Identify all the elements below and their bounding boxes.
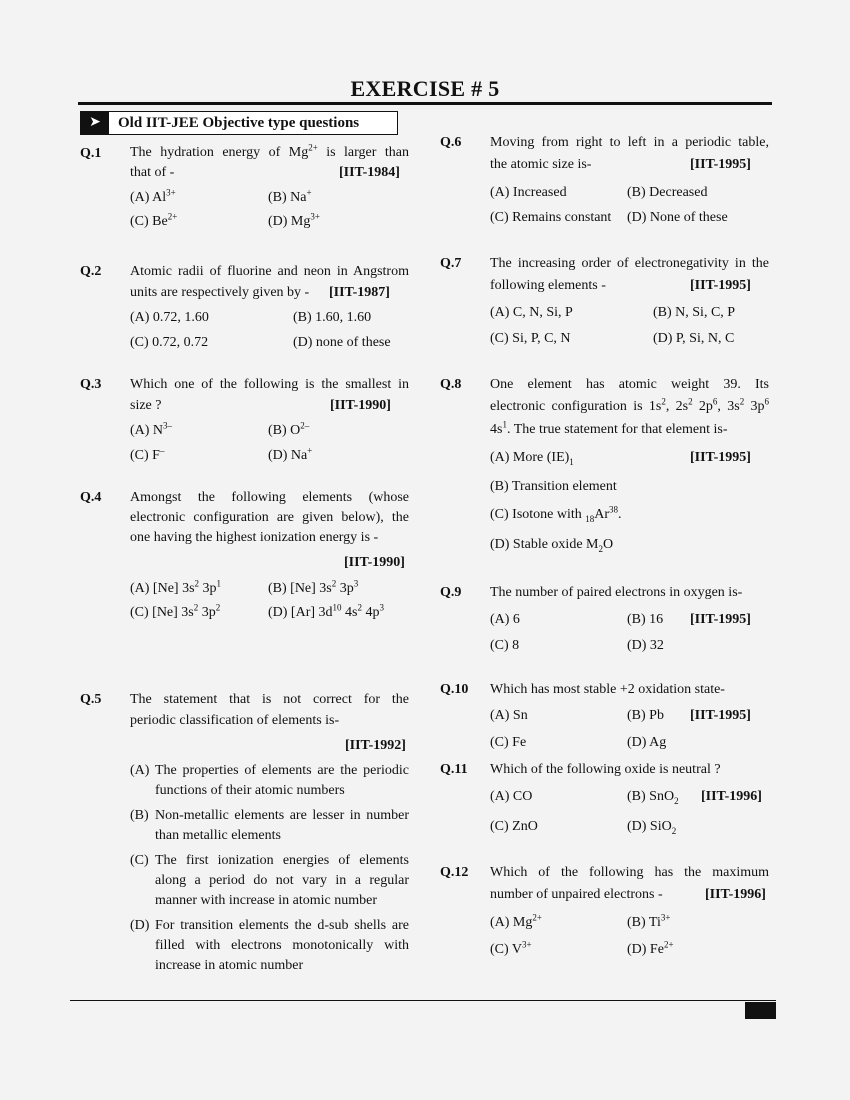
question-number: Q.9 bbox=[440, 585, 462, 600]
year-tag: [IIT-1996] bbox=[705, 887, 766, 902]
question-number: Q.3 bbox=[80, 377, 102, 392]
question-number: Q.1 bbox=[80, 146, 102, 161]
question-number: Q.7 bbox=[440, 256, 462, 271]
option-label: (D) bbox=[130, 918, 150, 933]
question-text: $4s^1$. The true statement for that element is- bbox=[490, 419, 728, 437]
option: (D) 32 bbox=[627, 638, 664, 653]
year-tag: [IIT-1987] bbox=[329, 285, 390, 300]
option: manner with increase in atomic number bbox=[155, 893, 377, 908]
question-text: size ? bbox=[130, 398, 162, 413]
option: (D) Stable oxide $M_2O$ bbox=[490, 537, 614, 554]
question-text: one having the highest ionization energy is - bbox=[130, 530, 379, 545]
option: (A) C, N, Si, P bbox=[490, 305, 573, 320]
footer-rule bbox=[70, 1000, 776, 1001]
year-tag: [IIT-1992] bbox=[345, 738, 406, 753]
option: (B) $O^{2-}$ bbox=[268, 420, 310, 438]
option: (B) Decreased bbox=[627, 185, 708, 200]
question-text: that of - bbox=[130, 165, 175, 180]
option-label: (A) bbox=[130, 763, 150, 778]
question-text: Moving from right to left in a periodic table, bbox=[490, 135, 769, 150]
option: (B) Pb bbox=[627, 708, 664, 723]
option: (C) F– bbox=[130, 445, 165, 463]
option: (B) Transition element bbox=[490, 479, 617, 494]
option: (D) none of these bbox=[293, 335, 391, 350]
year-tag: [IIT-1995] bbox=[690, 612, 751, 627]
option: (D) P, Si, N, C bbox=[653, 331, 735, 346]
option: (A) $N^{3-}$ bbox=[130, 420, 173, 438]
question-text: The statement that is not correct for the bbox=[130, 692, 409, 707]
question-text: The hydration energy of $Mg^{2+}$ is larger than bbox=[130, 142, 409, 160]
page-number-block bbox=[745, 1002, 776, 1019]
question-text: One element has atomic weight 39. Its bbox=[490, 377, 769, 392]
question-number: Q.10 bbox=[440, 682, 469, 697]
option: (C) 8 bbox=[490, 638, 520, 653]
year-tag: [IIT-1990] bbox=[330, 398, 391, 413]
option: (A) More $(IE)_1$ bbox=[490, 450, 574, 467]
option: (D) SiO$_2$ bbox=[627, 819, 677, 836]
question-text: Atomic radii of fluorine and neon in Angstrom bbox=[130, 264, 409, 279]
option-label: (C) bbox=[130, 853, 149, 868]
question-text: the atomic size is- bbox=[490, 157, 592, 172]
question-text: Which of the following oxide is neutral ? bbox=[490, 762, 721, 777]
option: (A) 6 bbox=[490, 612, 520, 627]
option: (D) $Fe^{2+}$ bbox=[627, 939, 674, 957]
option-label: (B) bbox=[130, 808, 149, 823]
year-tag: [IIT-1990] bbox=[344, 555, 405, 570]
option: filled with electrons monotonically with bbox=[155, 938, 409, 953]
question-number: Q.5 bbox=[80, 692, 102, 707]
option: (C) [Ne] $3s^2$ $3p^2$ bbox=[130, 602, 221, 620]
option: (B) SnO$_2$ bbox=[627, 789, 679, 806]
question-number: Q.6 bbox=[440, 135, 462, 150]
option: increase in atomic number bbox=[155, 958, 304, 973]
year-tag: [IIT-1995] bbox=[690, 450, 751, 465]
page-title: EXERCISE # 5 bbox=[350, 76, 500, 101]
option: (D) Na+ bbox=[268, 445, 313, 463]
option: (C) $V^{3+}$ bbox=[490, 939, 532, 957]
option: (B) Na+ bbox=[268, 187, 312, 205]
year-tag: [IIT-1984] bbox=[339, 165, 400, 180]
option: (C) ZnO bbox=[490, 819, 538, 834]
option: (A) $Al^{3+}$ bbox=[130, 187, 176, 205]
option: (D) Ag bbox=[627, 735, 667, 750]
option: functions of their atomic numbers bbox=[155, 783, 345, 798]
question-text: periodic classification of elements is- bbox=[130, 713, 340, 728]
option: (B) $Ti^{3+}$ bbox=[627, 912, 671, 930]
question-text: electronic configuration is $1s^2$, $2s^2$ $2p^6$, $3s^2$ $3p^6$ bbox=[490, 396, 769, 414]
question-text: Amongst the following elements (whose bbox=[130, 490, 409, 505]
question-text: The increasing order of electronegativity in the bbox=[490, 256, 769, 271]
title-underline bbox=[78, 102, 772, 105]
option: (A) $Mg^{2+}$ bbox=[490, 912, 542, 930]
question-text: Which of the following has the maximum bbox=[490, 865, 769, 880]
option: (C) 0.72, 0.72 bbox=[130, 335, 209, 350]
question-text: electronic configuration are given below), the bbox=[130, 510, 409, 525]
arrow-icon: ➤ bbox=[81, 112, 109, 134]
option: (C) Si, P, C, N bbox=[490, 331, 571, 346]
option: Non-metallic elements are lesser in number bbox=[155, 808, 409, 823]
option: (B) 1.60, 1.60 bbox=[293, 310, 372, 325]
question-text: Which one of the following is the smallest in bbox=[130, 377, 409, 392]
question-number: Q.4 bbox=[80, 490, 102, 505]
question-text: Which has most stable +2 oxidation state- bbox=[490, 682, 725, 697]
year-tag: [IIT-1995] bbox=[690, 157, 751, 172]
option: (B) N, Si, C, P bbox=[653, 305, 736, 320]
question-text: following elements - bbox=[490, 278, 606, 293]
question-number: Q.12 bbox=[440, 865, 469, 880]
option: (D) None of these bbox=[627, 210, 728, 225]
option: (A) 0.72, 1.60 bbox=[130, 310, 209, 325]
option: (C) Remains constant bbox=[490, 210, 612, 225]
section-heading bbox=[80, 111, 398, 135]
option: For transition elements the d-sub shells are bbox=[155, 918, 409, 933]
option: (D) [Ar] $3d^{10}$ $4s^2$ $4p^3$ bbox=[268, 602, 384, 620]
question-text: The number of paired electrons in oxygen is- bbox=[490, 585, 743, 600]
year-tag: [IIT-1996] bbox=[701, 789, 762, 804]
year-tag: [IIT-1995] bbox=[690, 708, 751, 723]
option: along a period do not vary in a regular bbox=[155, 873, 409, 888]
question-text: number of unpaired electrons - bbox=[490, 887, 663, 902]
option: (B) 16 bbox=[627, 612, 664, 627]
option: (A) [Ne] $3s^2$ $3p^1$ bbox=[130, 578, 222, 596]
option: (C) Isotone with $_{18}Ar^{38}$. bbox=[490, 504, 622, 524]
option: (A) Sn bbox=[490, 708, 528, 723]
option: The properties of elements are the periodic bbox=[155, 763, 409, 778]
option: (A) CO bbox=[490, 789, 533, 804]
option: (B) [Ne] $3s^2$ $3p^3$ bbox=[268, 578, 359, 596]
option: than metallic elements bbox=[155, 828, 281, 843]
section-label: Old IIT-JEE Objective type questions bbox=[118, 115, 360, 131]
option: The first ionization energies of elements bbox=[155, 853, 409, 868]
option: (C) Fe bbox=[490, 735, 527, 750]
question-number: Q.2 bbox=[80, 264, 102, 279]
option: (C) $Be^{2+}$ bbox=[130, 211, 178, 229]
question-number: Q.8 bbox=[440, 377, 462, 392]
year-tag: [IIT-1995] bbox=[690, 278, 751, 293]
option: (A) Increased bbox=[490, 185, 567, 200]
question-text: units are respectively given by - bbox=[130, 285, 310, 300]
option: (D) $Mg^{3+}$ bbox=[268, 211, 320, 229]
question-number: Q.11 bbox=[440, 762, 468, 777]
